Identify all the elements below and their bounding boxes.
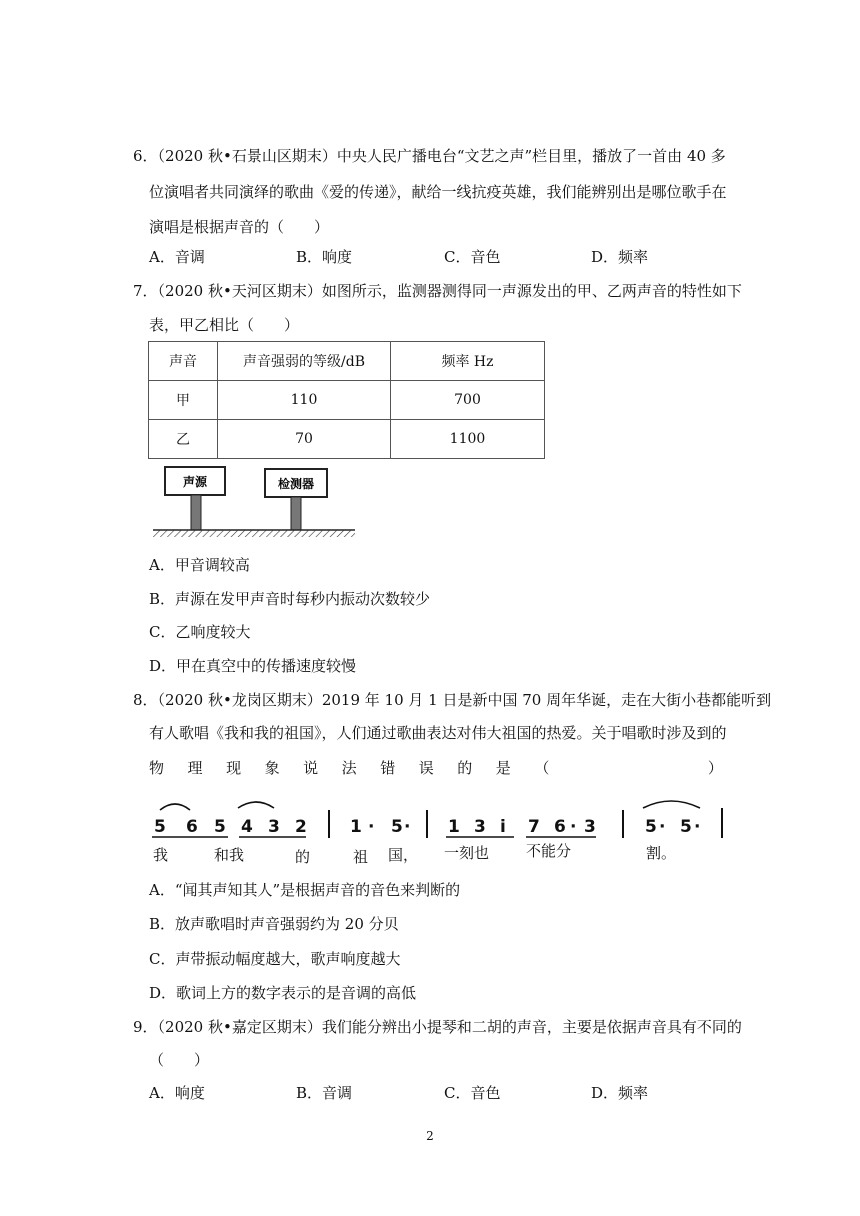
lyric: 的	[295, 848, 311, 866]
q7-stem-line1: 7．（2020 秋•天河区期末）如图所示，监测器测得同一声源发出的甲、乙两声音的特性如下	[133, 282, 742, 300]
stem-char: 法	[341, 759, 357, 777]
q8-stem-line1: 8．（2020 秋•龙岗区期末）2019 年 10 月 1 日是新中国 70 周年华诞，走在大街小巷都能听到	[133, 691, 772, 709]
note: 5	[680, 817, 692, 837]
note: 3	[268, 817, 280, 837]
lyric: 国，	[388, 846, 419, 864]
table-cell: 甲	[149, 381, 218, 420]
note: 3	[584, 817, 596, 837]
stem-char: 理	[187, 759, 203, 777]
q9-option-b: B．音调	[296, 1084, 353, 1102]
table-header-cell: 声音	[149, 342, 218, 381]
q6-option-d: D．频率	[591, 248, 649, 266]
q8-stem-line2: 有人歌唱《我和我的祖国》，人们通过歌曲表达对伟大祖国的热爱。关于唱歌时涉及到的	[149, 724, 727, 742]
stem-char: 说	[303, 759, 319, 777]
q8-option-b: B．放声歌唱时声音强弱约为 20 分贝	[149, 915, 399, 933]
source-post	[191, 495, 201, 530]
note: 3	[474, 817, 486, 837]
q6-stem-line3: 演唱是根据声音的（ ）	[149, 218, 330, 236]
note: 5	[645, 817, 657, 837]
stem-char: 象	[264, 759, 280, 777]
sound-source-label: 声源	[182, 475, 208, 489]
page-number: 2	[426, 1129, 434, 1143]
q6-option-b: B．响度	[296, 248, 353, 266]
table-cell: 700	[391, 381, 545, 420]
q9-stem-line2: （ ）	[149, 1051, 210, 1069]
q8-stem-line3	[149, 758, 723, 778]
q9-option-d: D．频率	[591, 1084, 649, 1102]
q6-stem-line2: 位演唱者共同演绎的歌曲《爱的传递》，献给一线抗疫英雄，我们能辨别出是哪位歌手在	[149, 183, 727, 201]
ground-hatch	[153, 530, 355, 537]
lyric: 和我	[214, 846, 245, 864]
note: ·	[694, 817, 701, 837]
table-cell: 乙	[149, 420, 218, 459]
note: 2	[295, 817, 307, 837]
q8-option-c: C．声带振动幅度越大，歌声响度越大	[149, 950, 401, 968]
table-row	[149, 420, 545, 459]
lyric: 不能分	[526, 842, 572, 860]
q8-option-a: A．“闻其声知其人”是根据声音的音色来判断的	[149, 881, 461, 899]
stem-char: （	[534, 759, 550, 777]
q7-data-table	[148, 341, 545, 459]
stem-char: 是	[495, 759, 511, 777]
lyric: 割。	[646, 844, 677, 862]
note: i	[500, 817, 506, 837]
detector-post	[291, 497, 301, 530]
table-cell: 1100	[391, 420, 545, 459]
stem-char: 误	[418, 759, 434, 777]
q8-option-d: D．歌词上方的数字表示的是音调的高低	[149, 984, 417, 1002]
note: ·	[404, 817, 411, 837]
table-cell: 70	[218, 420, 391, 459]
q6-option-c: C．音色	[444, 248, 501, 266]
q7-figure	[150, 462, 360, 542]
table-header-cell: 频率 Hz	[391, 342, 545, 381]
table-row	[149, 381, 545, 420]
stem-char: 现	[226, 759, 242, 777]
note: 5	[214, 817, 226, 837]
slur	[238, 802, 274, 808]
note: ·	[570, 817, 577, 837]
stem-char: ）	[707, 759, 723, 777]
q7-option-d: D．甲在真空中的传播速度较慢	[149, 657, 357, 675]
table-header-row	[149, 342, 545, 381]
stem-char: 的	[457, 759, 473, 777]
stem-char: 物	[149, 759, 165, 777]
q7-option-b: B．声源在发甲声音时每秒内振动次数较少	[149, 590, 431, 608]
note: 4	[241, 817, 253, 837]
q6-option-a: A．音调	[149, 248, 205, 266]
note: 5	[154, 817, 166, 837]
q7-option-a: A．甲音调较高	[149, 556, 250, 574]
note: 1	[350, 817, 362, 837]
q9-option-a: A．响度	[149, 1084, 205, 1102]
q7-stem-line2: 表，甲乙相比（ ）	[149, 316, 300, 334]
q9-stem-line1: 9．（2020 秋•嘉定区期末）我们能分辨出小提琴和二胡的声音，主要是依据声音具有不同的	[133, 1018, 742, 1036]
note: 7	[528, 817, 540, 837]
table-header-cell: 声音强弱的等级/dB	[218, 342, 391, 381]
lyric: 祖	[353, 848, 369, 866]
table-cell: 110	[218, 381, 391, 420]
note: 6	[554, 817, 566, 837]
q8-music-notation	[148, 796, 730, 868]
lyric: 一刻也	[444, 844, 490, 862]
note: 1	[448, 817, 460, 837]
lyric: 我	[153, 846, 169, 864]
note: ·	[659, 817, 666, 837]
note: ·	[368, 817, 375, 837]
note: 6	[186, 817, 198, 837]
stem-char: 错	[380, 759, 396, 777]
slur	[160, 804, 190, 810]
detector-label: 检测器	[277, 477, 315, 491]
note: 5	[391, 817, 403, 837]
slur	[643, 801, 700, 808]
q9-option-c: C．音色	[444, 1084, 501, 1102]
q7-option-c: C．乙响度较大	[149, 623, 251, 641]
q6-stem-line1: 6．（2020 秋•石景山区期末）中央人民广播电台“文艺之声”栏目里，播放了一首由 40 多	[133, 147, 726, 165]
